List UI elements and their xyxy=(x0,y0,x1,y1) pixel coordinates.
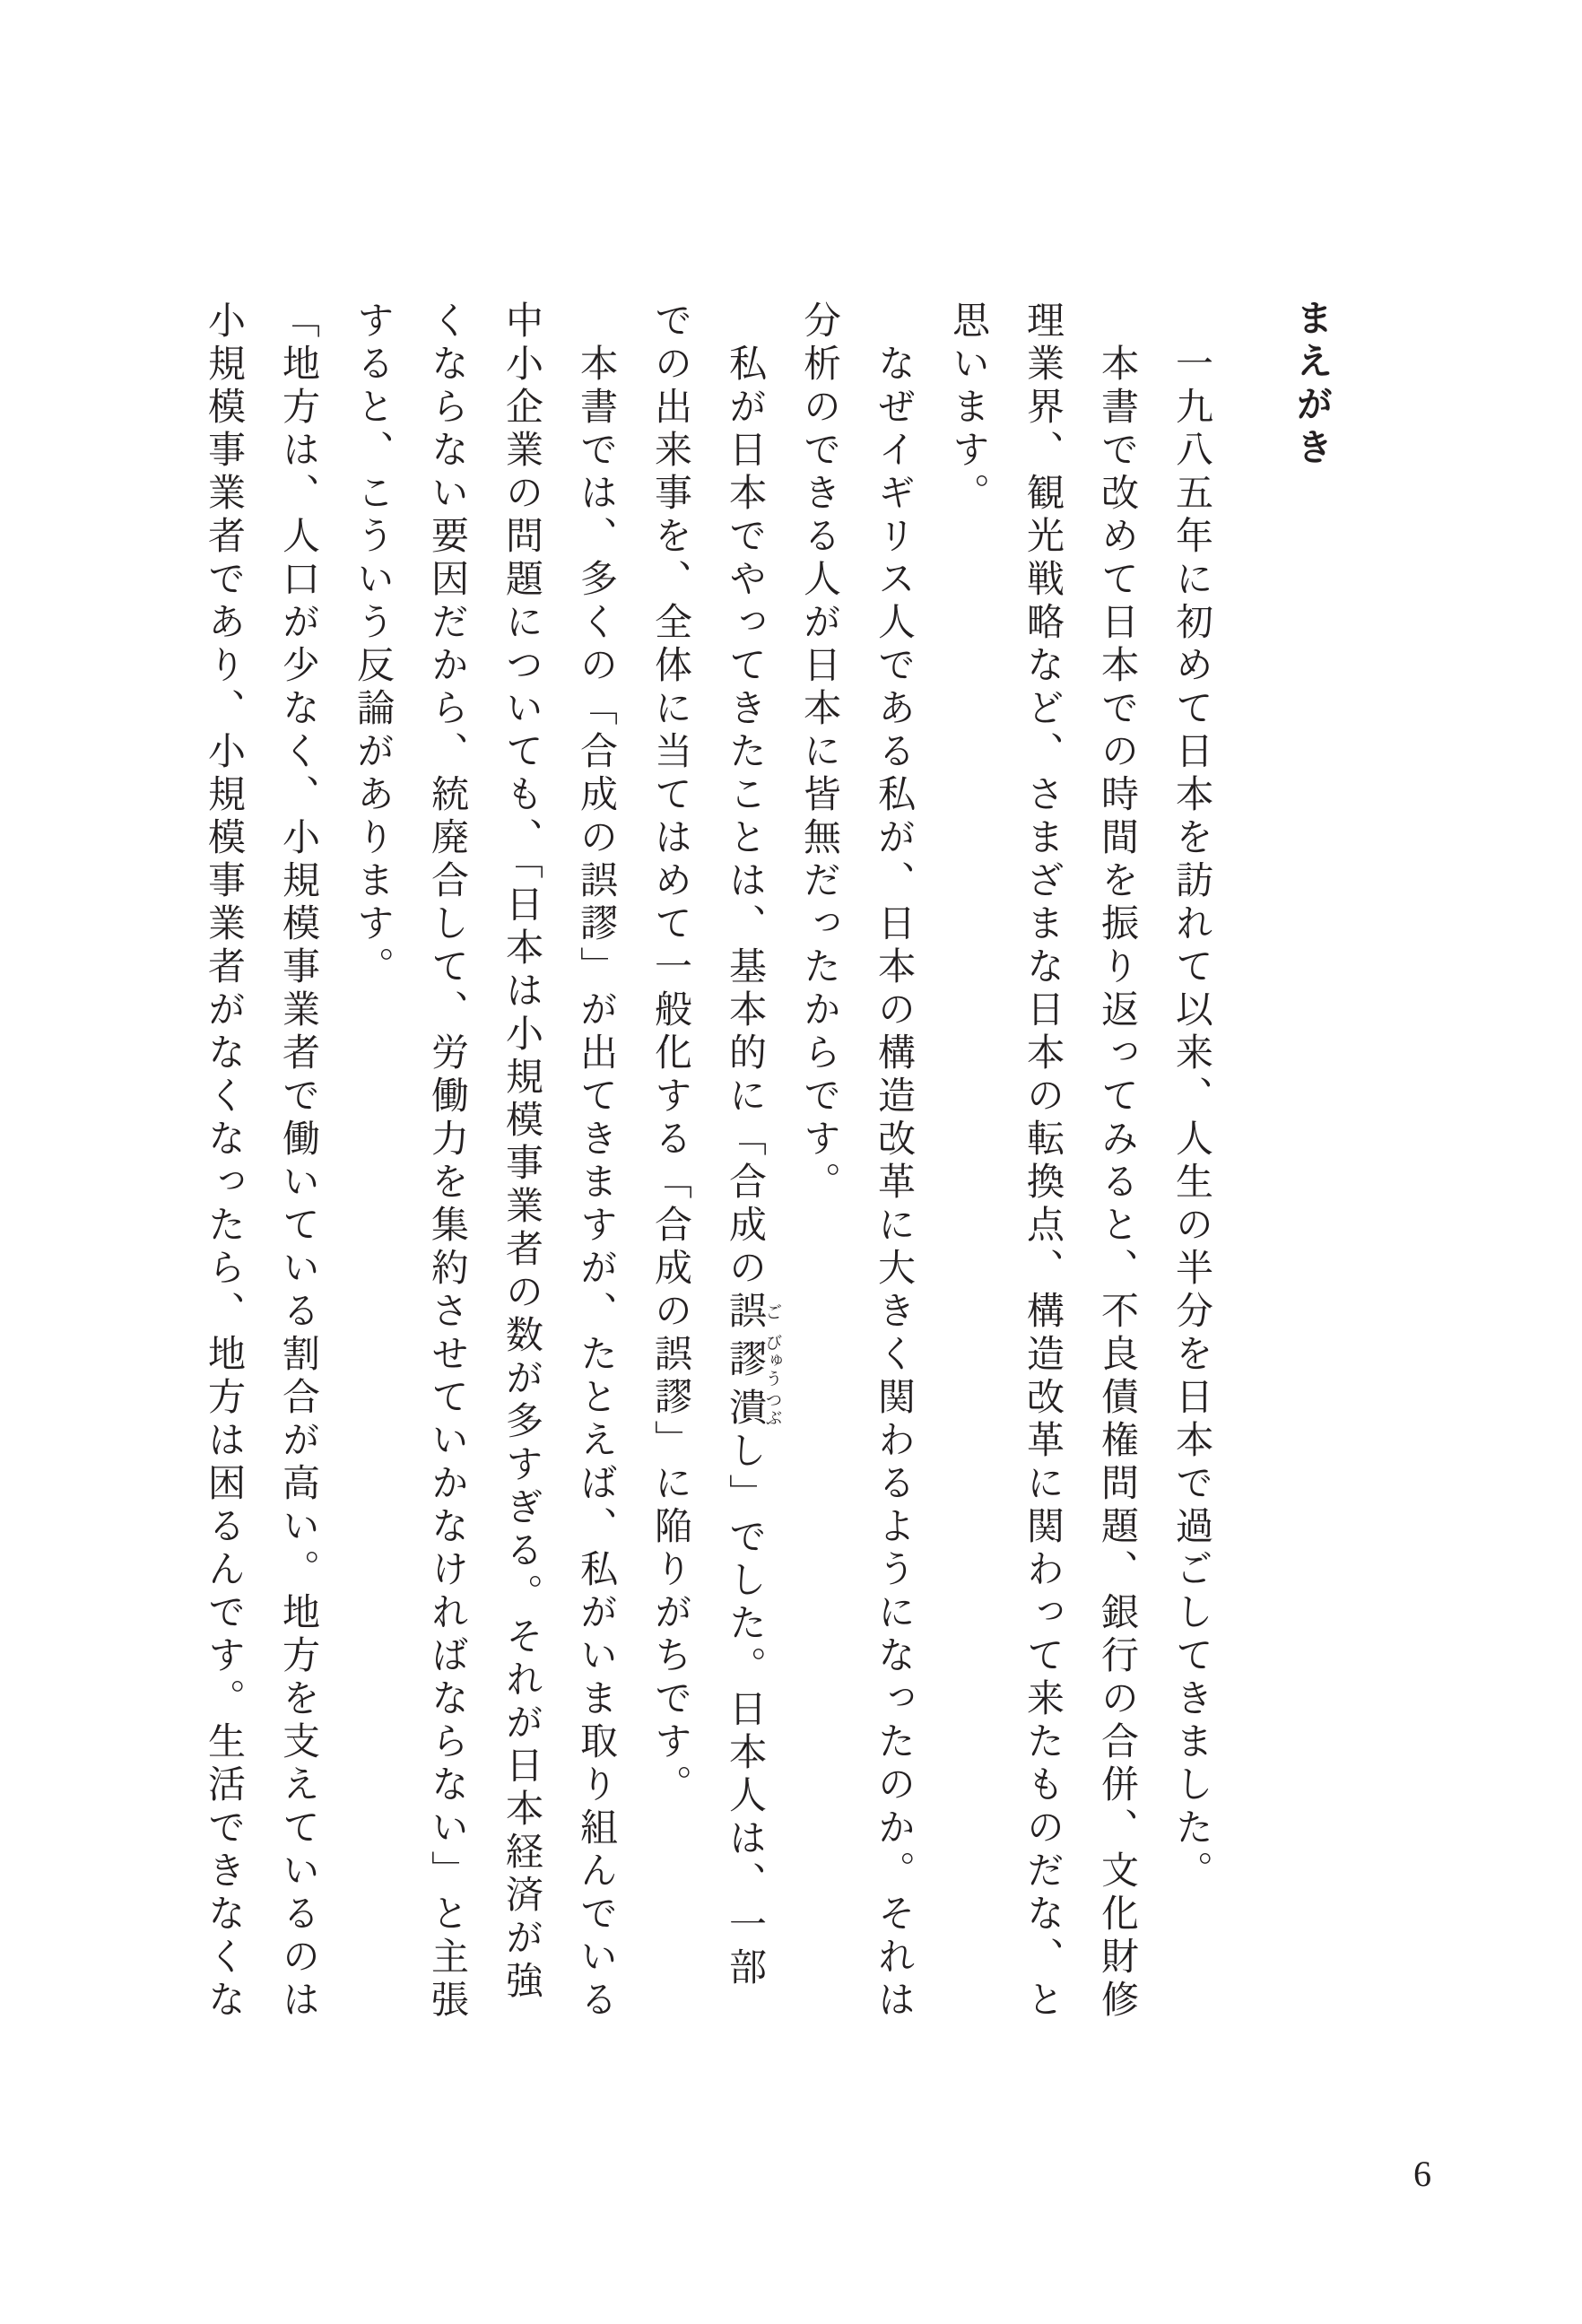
text-line: 理業界、観光戦略など、さまざまな日本の転換点、構造改革に関わって来たものだな、と xyxy=(1021,300,1063,2023)
ruby-annotated-kanji: 潰つぶ xyxy=(724,1388,782,1431)
text-line: 中小企業の問題についても、「日本は小規模事業者の数が多すぎる。それが日本経済が強 xyxy=(500,300,542,2004)
text-line: 思います。 xyxy=(947,300,988,516)
text-line: 分析のできる人が日本に皆無だったからです。 xyxy=(798,300,839,1205)
ruby-annotated-kanji: 謬びゅう xyxy=(724,1334,782,1388)
text-line: での出来事を、全体に当てはめて一般化する「合成の誤謬」に陥りがちです。 xyxy=(649,300,691,1807)
text-line: 本書で改めて日本での時間を振り返ってみると、不良債権問題、銀行の合併、文化財修 xyxy=(1096,344,1137,2023)
preface-heading: まえがき xyxy=(1291,299,1333,471)
text-line: 小規模事業者であり、小規模事業者がなくなったら、地方は困るんです。生活できなくな xyxy=(203,300,244,2023)
text-line: すると、こういう反論があります。 xyxy=(352,300,393,989)
ruby-annotated-kanji: 誤ご xyxy=(724,1291,782,1334)
text-line: 「地方は、人口が少なく、小規模事業者で働いている割合が高い。地方を支えているのは xyxy=(277,300,318,2023)
text-line: 一九八五年に初めて日本を訪れて以来、人生の半分を日本で過ごしてきました。 xyxy=(1170,344,1212,1893)
text-line: なぜイギリス人である私が、日本の構造改革に大きく関わるようになったのか。それは xyxy=(873,344,914,2023)
text-line: 本書では、多くの「合成の誤謬」が出てきますが、たとえば、私がいま取り組んでいる xyxy=(575,344,616,2023)
text-line: 私が日本でやってきたことは、基本的に「合成の誤ご謬びゅう潰つぶし」でした。日本人は、一部 xyxy=(724,344,782,1990)
page-number: 6 xyxy=(1413,2154,1431,2194)
body-text xyxy=(186,300,1228,2023)
text-line: くならない要因だから、統廃合して、労働力を集約させていかなければならない」と主張 xyxy=(426,300,467,2023)
